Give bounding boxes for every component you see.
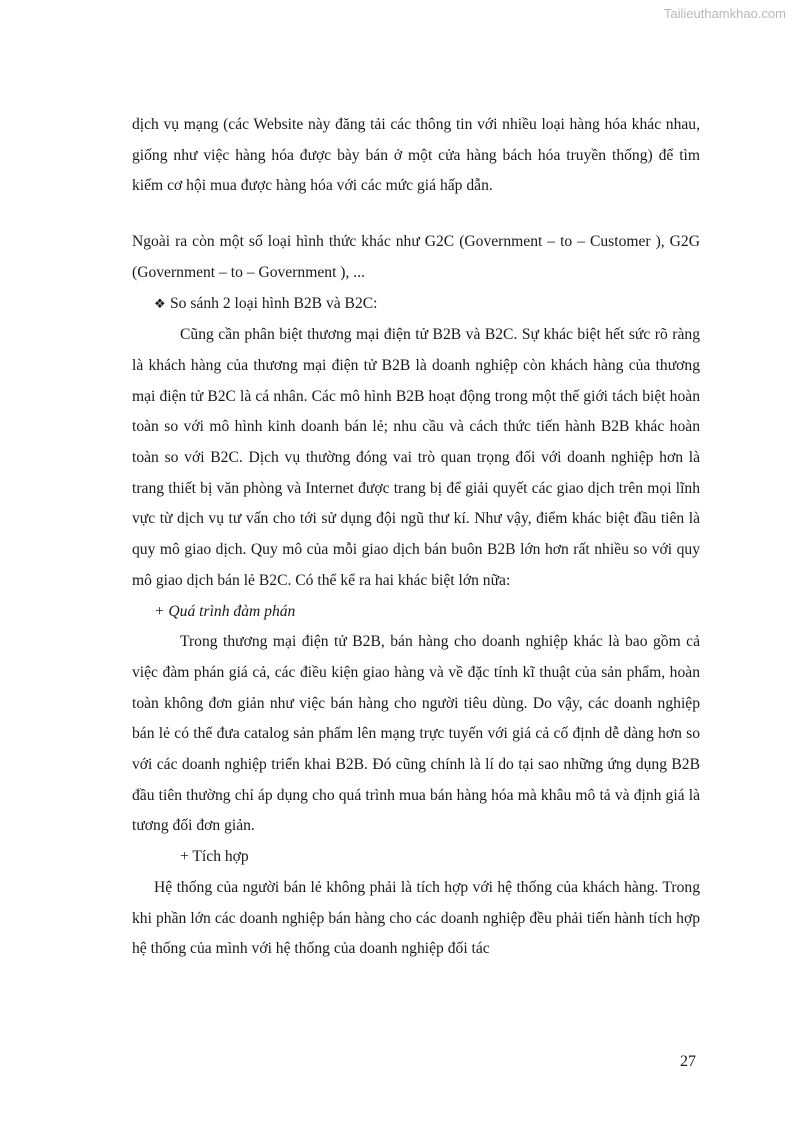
paragraph-1: dịch vụ mạng (các Website này đăng tải các thông tin với nhiều loại hàng hóa khác nhau, giống như việc hàng hóa được bày bán ở một cửa hàng bách hóa truyền thống) để tìm kiếm cơ hội mua được hàng hóa với các mức giá hấp dẫn. bbox=[132, 116, 700, 195]
paragraph-5: Hệ thống của người bán lẻ không phải là tích hợp với hệ thống của khách hàng. Trong khi phần lớn các doanh nghiệp bán hàng cho các doanh nghiệp đều phải tiến hành tích hợp hệ thống của mình với hệ thống của doanh nghiệp đối tác bbox=[132, 878, 700, 958]
paragraph-2: Ngoài ra còn một số loại hình thức khác như G2C (Government – to – Customer ), G2G (Government – to – Government ), ... bbox=[132, 233, 700, 281]
paragraph-3: Cũng cần phân biệt thương mại điện tử B2B và B2C. Sự khác biệt hết sức rõ ràng là khách hàng của thương mại điện tử B2B là doanh nghiệp còn khách hàng của thương mại điện tử B2C là cá nhân. Các mô hình B2B hoạt động trong một thế giới tách biệt hoàn toàn so với mô hình kinh doanh bán lẻ; nhu cầu và cách thức tiến hành B2B khác hoàn toàn so với B2C. Dịch vụ thường đóng vai trò quan trọng đối với doanh nghiệp hơn là trang thiết bị văn phòng và Internet được trang bị để giải quyết các giao dịch trên mọi lĩnh vực từ dịch vụ tư vấn cho tới sử dụng đội ngũ thư kí. Như vậy, điểm khác biệt đầu tiên là quy mô giao dịch. Quy mô của mỗi giao dịch bán buôn B2B lớn hơn rất nhiều so với quy mô giao dịch bán lẻ B2C. Có thể kể ra hai khác biệt lớn nữa: bbox=[132, 326, 700, 589]
subheading-negotiation: + Quá trình đàm phán bbox=[154, 602, 296, 620]
paragraph-4: Trong thương mại điện tử B2B, bán hàng cho doanh nghiệp khác là bao gồm cả việc đàm phán giá cả, các điều kiện giao hàng và về đặc tính kĩ thuật của sản phẩm, hoàn toàn không đơn giản như việc bán hàng cho người tiêu dùng. Do vậy, các doanh nghiệp bán lẻ có thể đưa catalog sản phẩm lên mạng trực tuyến với giá cả cố định dễ dàng hơn so với các doanh nghiệp triển khai B2B. Đó cũng chính là lí do tại sao những ứng dụng B2B đầu tiên thường chỉ áp dụng cho quá trình mua bán hàng hóa mà khâu mô tả và định giá là tương đối đơn giản. bbox=[132, 633, 700, 835]
bullet-item bbox=[132, 289, 700, 321]
watermark-text: Tailieuthamkhao.com bbox=[663, 6, 786, 21]
diamond-bullet-icon: ❖ bbox=[154, 296, 166, 312]
subheading-integration: + Tích hợp bbox=[180, 848, 249, 866]
bullet-text: So sánh 2 loại hình B2B và B2C: bbox=[170, 294, 378, 312]
page-number: 27 bbox=[680, 1053, 696, 1070]
document-body bbox=[132, 110, 700, 965]
paragraph-gap bbox=[132, 202, 700, 227]
